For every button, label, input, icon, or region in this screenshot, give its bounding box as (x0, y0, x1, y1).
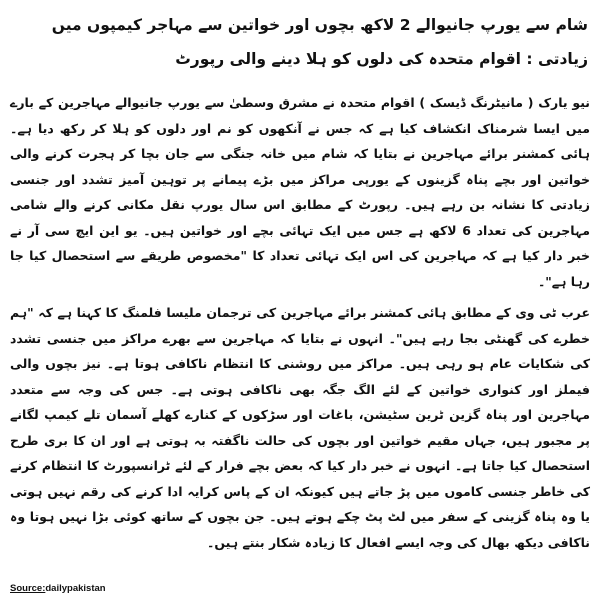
source-name: dailypakistan (45, 583, 106, 594)
article-paragraph-2: عرب ٹی وی کے مطابق ہائی کمشنر برائے مہاجرین کی ترجمان ملیسا فلمنگ کا کہنا ہے کہ "ہم خطرے کی گھنٹی بجا رہے ہیں"۔ انہوں نے بتایا کہ مہاجرین سے بھرے مراکز میں جنسی تشدد کی شکایات عام ہو رہی ہیں۔ مراکز میں روشنی کا انتظام ناکافی ہوتا ہے۔ نیز بچوں والی فیملز اور کنواری خواتین کے لئے الگ جگہ بھی ناکافی ہوتی ہے۔ جس کی وجہ سے متعدد مہاجرین اور پناہ گزین ٹرین سٹیشن، باغات اور سڑکوں کے کنارے کھلے آسمان تلے کیمپ لگانے پر مجبور ہیں، جہاں مقیم خواتین اور بچوں کی حالت ناگفتہ بہ ہوتی ہے اور ان کا بری طرح استحصال کیا جاتا ہے۔ انہوں نے خبر دار کیا کہ بعض بچے فرار کے لئے ٹرانسپورٹ کا انتظام کرنے کی خاطر جنسی کاموں میں پڑ جاتے ہیں کیونکہ ان کے پاس کرایہ ادا کرنے کی رقم نہیں ہوتی یا وہ پناہ گزینی کے سفر میں لٹ پٹ چکے ہوتے ہیں۔ جن بچوں کے ساتھ کوئی بڑا نہیں ہوتا وہ ناکافی دیکھ بھال کی وجہ ایسے افعال کا زیادہ شکار بنتے ہیں۔ (10, 305, 590, 550)
source-credit (10, 583, 106, 594)
article-headline: شام سے یورپ جانیوالے 2 لاکھ بچوں اور خواتین سے مہاجر کیمپوں میں زیادتی : اقوام متحدہ کی دلوں کو ہلا دینے والی رپورٹ (51, 16, 588, 68)
source-label: Source: (10, 583, 46, 594)
article-paragraph-1: نیو یارک ( مانیٹرنگ ڈیسک ) اقوام متحدہ نے مشرق وسطیٰ سے یورپ جانیوالے مہاجرین کے بارے میں ایسا شرمناک انکشاف کیا ہے کہ جس نے آنکھوں کو نم اور دلوں کو ہلا کر رکھ دیا ہے۔ ہائی کمشنر برائے مہاجرین نے بتایا کہ شام میں خانہ جنگی سے جان بچا کر ہجرت کرنے والی خواتین اور بچے پناہ گزینوں کے یورپی مراکز میں بڑے پیمانے پر توہین آمیز تشدد اور جنسی زیادتی کا نشانہ بن رہے ہیں۔ رپورٹ کے مطابق اس سال یورپ نقل مکانی کرنے والے شامی مہاجرین کی تعداد 6 لاکھ ہے جس میں ایک تہائی بچے اور خواتین ہیں۔ یو این ایچ سی آر نے خبر دار کیا ہے کہ مہاجرین کی اس ایک تہائی تعداد کا "مخصوص طریقے سے استحصال کیا جا رہا ہے"۔ (10, 95, 591, 289)
